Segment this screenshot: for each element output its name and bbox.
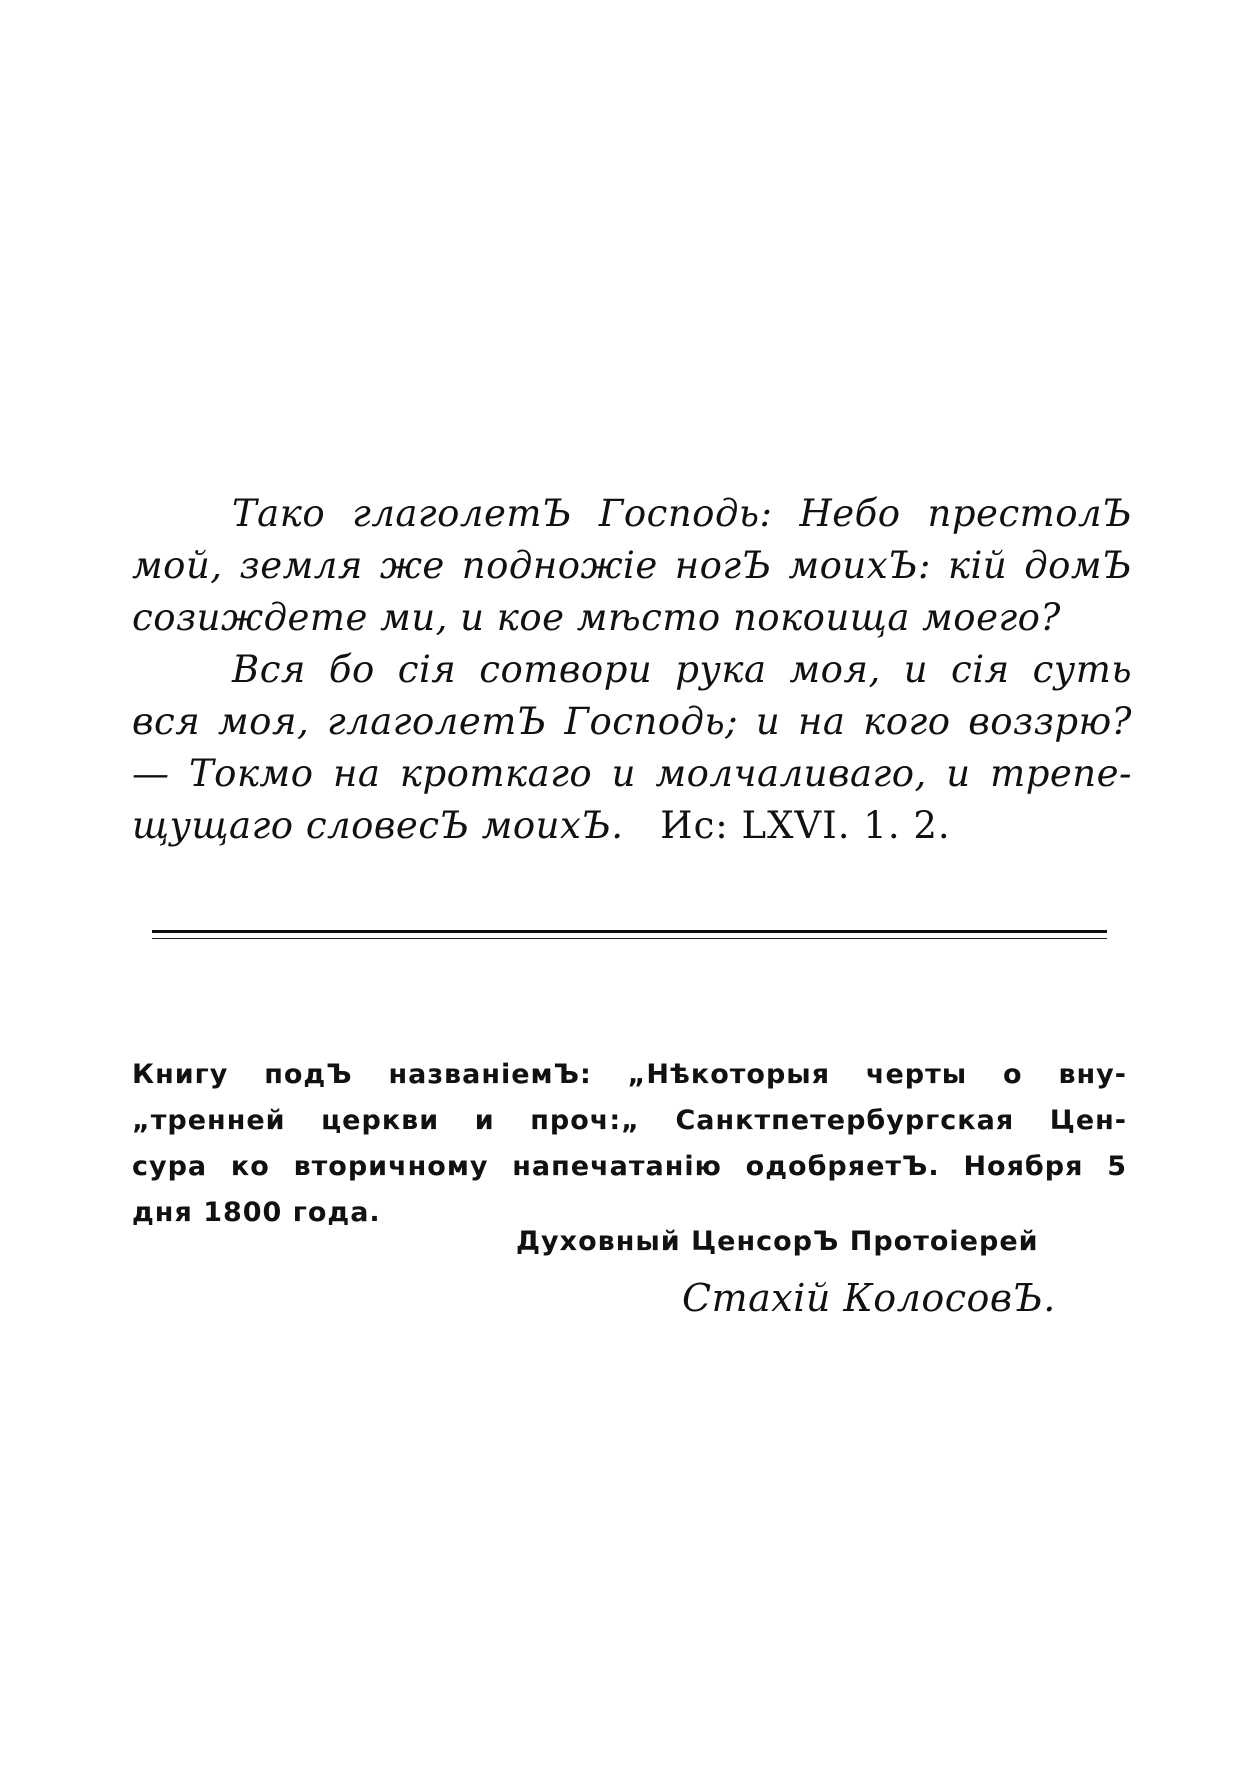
censorship-line: сура ко вторичному напечатанію одобряетЪ. Ноября 5 (132, 1151, 1127, 1182)
censorship-line: Книгу подЪ названіемЪ: „Нѣкоторыя черты о вну- (132, 1059, 1127, 1090)
censorship-line: „тренней церкви и проч:„ Санктпетербургская Цен- (132, 1105, 1127, 1136)
epigraph-line: созиждете ми, и кое мѣсто покоища моего? (132, 596, 1061, 639)
scripture-reference: Ис: LXVI. 1. 2. (660, 804, 951, 847)
signature-title: Духовный ЦенсорЪ Протоіерей (516, 1226, 1039, 1257)
epigraph-line: щущаго словесЪ моихЪ. (132, 804, 624, 847)
divider-rule-fine (152, 938, 1107, 939)
censorship-line: дня 1800 года. (132, 1197, 381, 1228)
epigraph (132, 488, 1132, 852)
epigraph-line: Тако глаголетЪ Господь: Небо престолЪ (232, 492, 1132, 535)
epigraph-line: вся моя, глаголетЪ Господь; и на кого воззрю? (132, 700, 1132, 743)
epigraph-last-line (132, 800, 1132, 852)
censorship-approval (132, 1052, 1127, 1236)
signature-name: Стахій КолосовЪ. (682, 1276, 1056, 1320)
epigraph-line: мой, земля же подножіе ногЪ моихЪ: кій домЪ (132, 544, 1132, 587)
epigraph-line: — Токмо на кроткаго и молчаливаго, и трепе- (132, 752, 1132, 795)
divider-rule (152, 930, 1107, 933)
epigraph-line: Вся бо сія сотвори рука моя, и сія суть (232, 648, 1132, 691)
